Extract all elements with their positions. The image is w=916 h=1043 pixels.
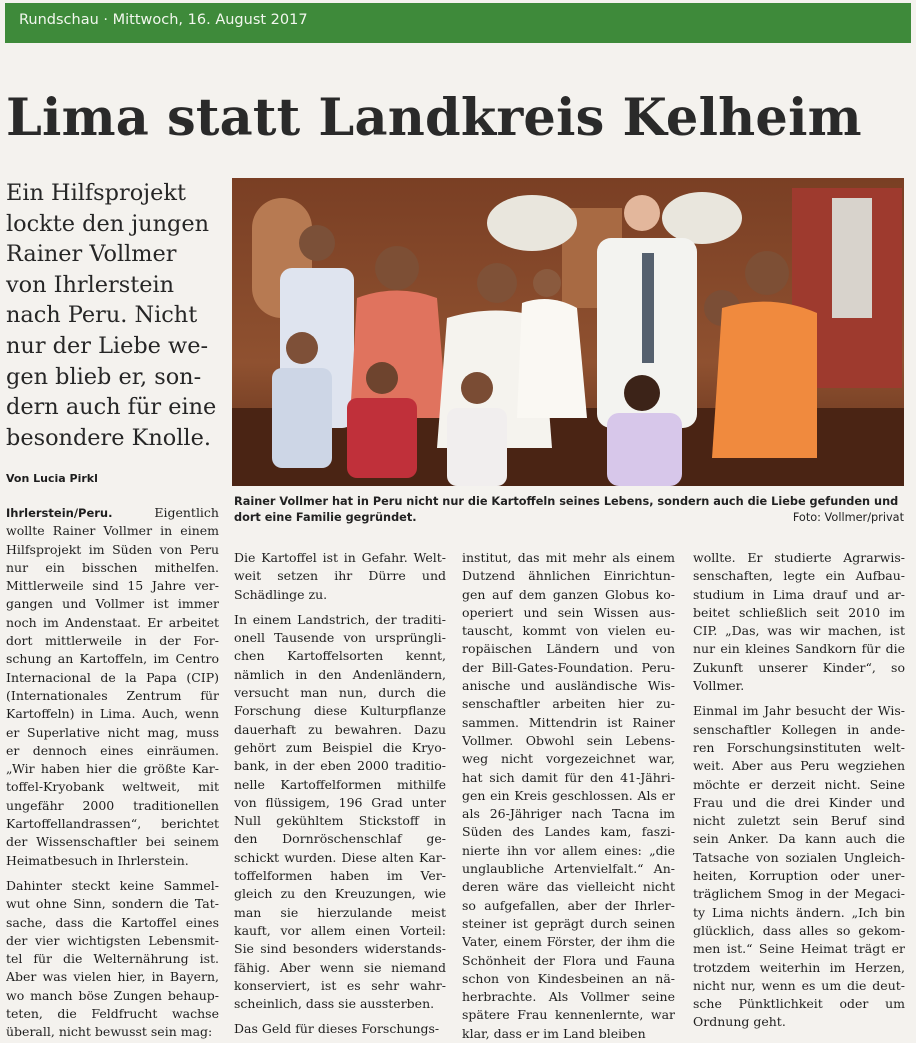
article-line: toffel-Kryobank weltweit, mit [6,779,219,795]
teaser-line: lockte den jungen [6,210,210,237]
article-line: wollte Rainer Vollmer in einem [6,523,219,539]
article-line: senschaftler arbeiten hier zu- [462,696,675,712]
article-line: nämlich in den Andenländern, [234,666,446,682]
article-line: ty Lima nichts ändern. „Ich bin [693,904,905,920]
newspaper-header-bar [5,3,911,43]
article-line: konserviert, ist es sehr wahr- [234,977,446,993]
article-line: dauerhaft zu bewahren. Dazu [234,721,446,737]
article-line: ropäischen Ländern und von [462,641,675,657]
teaser-line: Ein Hilfsprojekt [6,180,186,206]
article-line: Internacional de la Papa (CIP) [6,669,219,685]
article-line: Frau und die drei Kinder und [693,794,905,810]
article-line: er Superlative nicht mag, muss [6,724,219,740]
article-line: Kartoffellandrassen“, berichtet [6,816,219,832]
paragraph-gap [6,870,219,877]
article-line: Zukunft unserer Kinder“, so [693,659,905,675]
article-line: wollte. Er studierte Agrarwis- [693,550,905,565]
article-line: men ist.“ Seine Heimat trägt er [693,941,905,957]
article-line: Die Kartoffel ist in Gefahr. Welt- [234,550,446,565]
article-line: unglaubliche Artenvielfalt.“ An- [462,861,675,877]
article-line: Schönheit der Flora und Fauna [462,952,675,968]
article-line: er dennoch eines einräumen. [6,742,219,758]
article-line: gen ein Kreis geschlossen. Als er [462,787,675,803]
article-line: weg nicht vorgezeichnet war, [462,751,675,767]
article-column-3 [462,549,675,1043]
article-line [6,504,219,522]
article-line: beitet schließlich seit 2010 im [693,604,905,620]
article-line: nelle Kartoffelformen mithilfe [234,776,446,792]
article-line: scheinlich, dass sie aussterben. [234,996,435,1012]
paragraph-gap [693,695,905,702]
article-line: nicht zuletzt sein Beruf sind [693,813,905,829]
article-line: CIP. „Das, was wir machen, ist [693,623,905,639]
article-line: institut, das mit mehr als einem [462,550,675,565]
article-line: Sie sind besonders widerstands- [234,941,446,957]
article-line: Null gekühltem Stickstoff in [234,813,446,829]
article-line: Vater, einem Förster, der ihm die [462,934,675,950]
article-line: trotzdem weiterhin im Herzen, [693,959,905,975]
caption-line: dort eine Familie gegründet. [234,511,417,524]
article-line: nierte ihn vor allem eines: „die [462,842,675,858]
article-paragraph [6,504,219,870]
article-paragraph [693,702,905,1031]
article-line: sche Pünktlichkeit oder um [693,996,905,1012]
article-line: so aufgefallen, aber der Ihrler- [462,897,675,913]
article-line: Kartoffeln) in Lima. Auch, wenn [6,706,219,722]
article-line: Das Geld für dieses Forschungs- [234,1021,440,1037]
article-line: nur ein bisschen mithelfen. [6,559,219,575]
article-line: sein Anker. Da kann auch die [693,831,905,847]
article-line: schon von Kindesbeinen an nä- [462,970,675,986]
article-line: Mittlerweile sind 15 Jahre ver- [6,578,219,594]
article-line: gangen und Vollmer ist immer [6,596,219,612]
article-line: senschaftler Kollegen in ande- [693,721,905,737]
article-line: Dahinter steckt keine Sammel- [6,877,219,893]
article-paragraph [6,877,219,1042]
article-line: gen auf dem ganzen Globus ko- [462,586,675,602]
article-line: teten, die Feldfrucht wachse [6,1006,219,1022]
article-line: nicht nur, wenn es um die deut- [693,977,905,993]
article-line: klar, dass er im Land bleiben [462,1025,646,1041]
article-column-1 [6,504,219,1042]
teaser-line: von Ihrlerstein [6,271,175,298]
teaser-line: besondere Knolle. [6,424,211,451]
article-line: sammen. Mittendrin ist Rainer [462,714,675,730]
photo-credit: Foto: Vollmer/privat [792,511,904,524]
article-line: Heimatbesuch in Ihrlerstein. [6,852,189,868]
article-line: dort mittlerweile in der For- [6,633,219,649]
article-line: möchte er derzeit nicht. Seine [693,776,905,792]
photo-caption [234,494,904,526]
article-line: versucht man nun, durch die [234,685,446,701]
article-paragraph [234,1020,446,1038]
article-line: fähig. Aber wenn sie niemand [234,959,446,975]
article-teaser [6,178,226,453]
article-line: der Wissenschaftler bei seinem [6,834,219,850]
article-line: wo manch böse Zungen behaup- [6,987,219,1003]
article-line: tel für die Welternährung ist. [6,951,219,967]
article-line: weit setzen ihr Dürre und [234,568,446,584]
article-line: weit. Aber aus Peru wegziehen [693,758,905,774]
article-column-2 [234,549,446,1039]
family-photo-image [232,178,904,486]
article-line: tauscht, kommt von vielen eu- [462,623,675,639]
article-line: man sie hierzulande meist [234,904,446,920]
article-line: Schädlinge zu. [234,586,328,602]
article-line: gehört zum Beispiel die Kryo- [234,739,446,755]
article-line: toffelformen haben im Ver- [234,868,446,884]
article-headline: Lima statt Landkreis Kelheim [6,88,862,148]
article-line: sache, dass die Kartoffel eines [6,914,219,930]
article-line: gleich zu den Kreuzungen, wie [234,886,446,902]
article-dateline: Ihrlerstein/Peru. [6,506,113,520]
article-line: anische und ausländische Wis- [462,678,675,694]
article-column-4 [693,549,905,1032]
article-line: Forschung diese Kulturpflanze [234,703,446,719]
article-line: kauft, vor allem einen Vorteil: [234,922,446,938]
article-line: hat sich damit für den 41-Jähri- [462,769,675,785]
article-line: (Internationales Zentrum für [6,687,219,703]
article-line: überall, nicht bewusst sein mag: [6,1024,213,1040]
article-line: steiner ist geprägt durch seinen [462,915,675,931]
article-line: Ordnung geht. [693,1014,786,1030]
article-line: Einmal im Jahr besucht der Wis- [693,703,905,719]
article-line: Süden des Landes kam, faszi- [462,824,675,840]
paragraph-gap [234,1013,446,1020]
paragraph-gap [234,604,446,611]
article-paragraph [234,549,446,604]
teaser-line: gen blieb er, son- [6,363,202,390]
article-line: Dutzend ähnlichen Einrichtun- [462,568,675,584]
article-line: Vollmer. Obwohl sein Lebens- [462,732,675,748]
article-line: den Dornröschenschlaf ge- [234,831,446,847]
article-line: Vollmer. [693,678,745,694]
article-line: studium in Lima drauf und ar- [693,586,905,602]
article-line: als 26-Jähriger nach Tacna im [462,806,675,822]
newspaper-header-text: Rundschau · Mittwoch, 16. August 2017 [19,12,308,28]
article-line: ren Forschungsinstituten welt- [693,739,905,755]
teaser-line: dern auch für eine [6,394,217,421]
article-line: noch im Andenstaat. Er arbeitet [6,614,219,630]
article-line: bank, in der eben 2000 traditio- [234,758,446,774]
teaser-line: nach Peru. Nicht [6,302,198,329]
article-paragraph [234,611,446,1014]
article-line: wut ohne Sinn, sondern die Tat- [6,896,219,912]
article-line: schung an Kartoffeln, im Centro [6,651,219,667]
article-line: Tatsache von sozialen Ungleich- [693,849,905,865]
article-line: spätere Frau kennenlernte, war [462,1007,675,1023]
article-line: der Bill-Gates-Foundation. Peru- [462,659,675,675]
article-line: von flüssigem, 196 Grad unter [234,794,446,810]
article-line-text: Eigentlich [154,505,219,520]
family-photo [232,178,904,486]
article-paragraph [462,549,675,1043]
article-line: operiert und sein Wissen aus- [462,604,675,620]
article-line: der vier wichtigsten Lebensmit- [6,932,219,948]
article-line: träglichem Smog in der Megaci- [693,886,905,902]
article-line: In einem Landstrich, der traditi- [234,611,446,627]
article-line: schickt wurden. Diese alten Kar- [234,849,446,865]
teaser-line: nur der Liebe we- [6,332,209,359]
teaser-line: Rainer Vollmer [6,241,177,268]
article-line: heiten, Korruption oder uner- [693,868,905,884]
article-paragraph [693,549,905,695]
article-line: „Wir haben hier die größte Kar- [6,761,219,777]
caption-line: Rainer Vollmer hat in Peru nicht nur die Kartoffeln seines Lebens, sondern auch die Liebe gefunden und [234,495,899,508]
article-line: deren wäre das vielleicht nicht [462,879,675,895]
article-line: Aber was vielen hier, in Bayern, [6,969,219,985]
article-line: nur ein kleines Sandkorn für die [693,641,905,657]
article-line: Hilfsprojekt im Süden von Peru [6,541,219,557]
article-line: herbrachte. Als Vollmer seine [462,989,675,1005]
article-byline: Von Lucia Pirkl [6,472,98,485]
article-line: chen Kartoffelsorten kennt, [234,648,446,664]
article-line: ungefähr 2000 traditionellen [6,797,219,813]
article-line: glücklich, dass alles so gekom- [693,922,905,938]
article-line: onell Tausende von ursprüngli- [234,630,446,646]
article-line: senschaften, legte ein Aufbau- [693,568,905,584]
